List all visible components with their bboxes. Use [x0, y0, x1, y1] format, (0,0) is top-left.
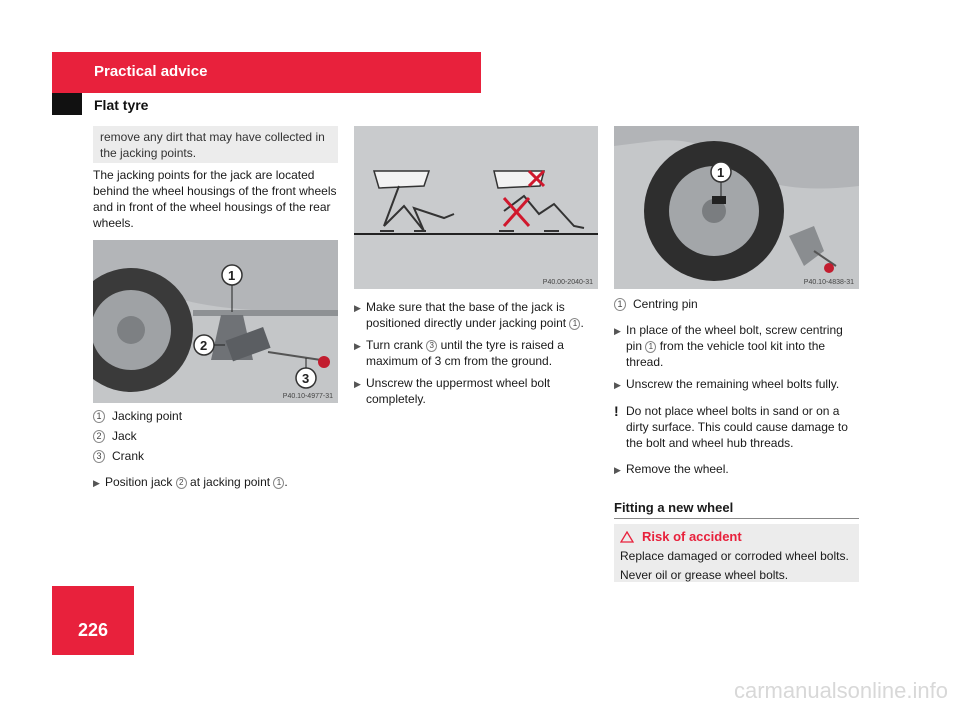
fitting-heading: Fitting a new wheel: [614, 500, 859, 519]
step-text-part: In place of the wheel bolt, screw centring pin: [626, 323, 843, 353]
legend-item: [93, 428, 338, 444]
legend-item: [93, 408, 338, 424]
section-title: Practical advice: [94, 63, 208, 80]
subsection-title: Flat tyre: [94, 97, 149, 113]
svg-text:1: 1: [717, 165, 725, 180]
legend-list: [93, 408, 338, 491]
step-text: Remove the wheel.: [626, 462, 729, 476]
instruction-step: [614, 376, 859, 393]
instruction-step: [354, 299, 598, 331]
legend-item: [93, 448, 338, 464]
legend-text: Jack: [112, 429, 137, 443]
step-arrow-icon: ▶: [354, 379, 361, 389]
legend-number: 2: [93, 430, 105, 443]
inline-number: 1: [273, 477, 284, 489]
image-caption: P40.10-4977-31: [282, 393, 333, 400]
inline-number: 2: [176, 477, 187, 489]
warning-triangle-icon: [620, 531, 634, 543]
step-arrow-icon: ▶: [354, 303, 361, 313]
step-text-part: from the vehicle tool kit into the thread.: [626, 339, 826, 369]
step-text: Unscrew the remaining wheel bolts fully.: [626, 377, 840, 391]
caution-note: [614, 403, 859, 451]
instruction-step: [354, 375, 598, 407]
step-arrow-icon: ▶: [93, 478, 100, 488]
caution-text: Do not place wheel bolts in sand or on a dirty surface. This could cause damage to the bolt and wheel hub threads.: [626, 404, 848, 450]
step-text-part: Turn crank: [366, 338, 427, 352]
step-arrow-icon: ▶: [614, 465, 621, 475]
svg-text:1: 1: [228, 268, 236, 283]
step-text: [626, 322, 859, 370]
inline-number: 1: [569, 318, 580, 330]
step-text-part: .: [580, 316, 584, 330]
image-caption: P40.10-4838-31: [803, 279, 854, 286]
svg-text:3: 3: [302, 371, 310, 386]
step-text-part: Position jack: [105, 475, 176, 489]
svg-text:2: 2: [200, 338, 208, 353]
warning-title: Risk of accident: [642, 529, 742, 544]
instruction-step: [614, 322, 859, 370]
warning-box: [614, 524, 859, 582]
jacking-points-paragraph: The jacking points for the jack are located behind the wheel housings of the front wheels and in front of the wheel housings of the rear wheels.: [93, 168, 337, 230]
centring-pin-image: [614, 126, 859, 289]
warning-header: [620, 529, 853, 545]
legend-text: Centring pin: [633, 297, 698, 311]
exclamation-icon: !: [614, 403, 619, 419]
step-text-part: Make sure that the base of the jack is positioned directly under jacking point: [366, 300, 570, 330]
legend-text: Jacking point: [112, 409, 183, 423]
step-text-part: .: [284, 475, 288, 489]
step-arrow-icon: ▶: [614, 326, 621, 336]
watermark: carmanualsonline.info: [733, 678, 948, 703]
steps-list: [614, 296, 859, 478]
legend-number: 1: [93, 410, 105, 423]
jack-position-diagram: [354, 126, 598, 289]
inline-number: 1: [645, 341, 656, 353]
instruction-step: [93, 474, 338, 491]
step-text-part: until the tyre is raised a maximum of 3 cm from the ground.: [366, 338, 564, 368]
jacking-point-image: [93, 240, 338, 403]
steps-list: [354, 299, 598, 407]
step-text: [366, 337, 598, 369]
step-text: Unscrew the uppermost wheel bolt completely.: [366, 376, 551, 406]
step-arrow-icon: ▶: [614, 380, 621, 390]
legend-item: [614, 296, 859, 312]
step-text-part: at jacking point: [186, 475, 274, 489]
warning-line: Never oil or grease wheel bolts.: [620, 568, 789, 582]
step-text: [105, 474, 288, 490]
inline-number: 3: [426, 340, 437, 352]
image-caption: P40.00-2040-31: [542, 279, 593, 286]
instruction-step: [614, 461, 859, 478]
warning-line: Replace damaged or corroded wheel bolts.: [620, 549, 849, 563]
continued-note: [93, 126, 338, 163]
legend-number: 3: [93, 450, 105, 463]
continued-note-text: remove any dirt that may have collected in the jacking points.: [100, 130, 325, 160]
header-marker: [52, 93, 82, 115]
step-arrow-icon: ▶: [354, 341, 361, 351]
page-number: 226: [77, 620, 109, 640]
legend-number: 1: [614, 298, 626, 311]
legend-text: Crank: [112, 449, 145, 463]
instruction-step: [354, 337, 598, 369]
step-text: [366, 299, 598, 331]
